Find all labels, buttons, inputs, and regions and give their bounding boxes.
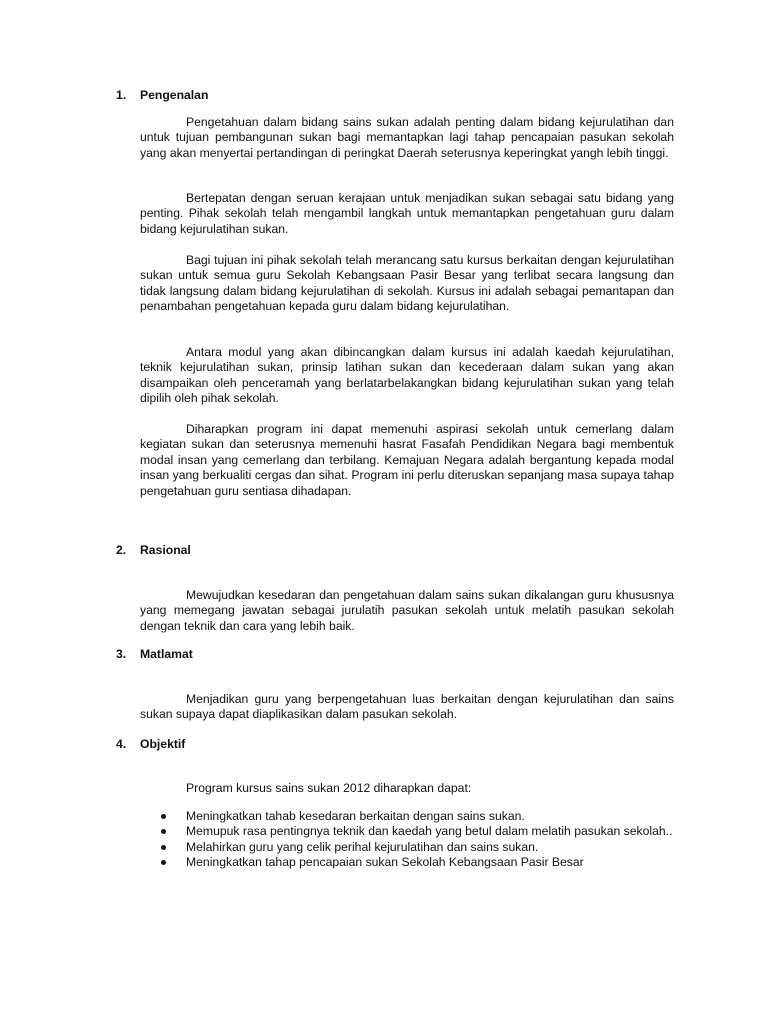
bullet-icon [161, 860, 166, 865]
paragraph: Diharapkan program ini dapat memenuhi aspirasi sekolah untuk cemerlang dalam kegiatan sukan dan seterusnya memenuhi hasrat Fasafah Pendidikan Negara bagi membentuk modal insan yang cemerlang dan terbilang. Kemajuan Negara adalah bergantung kepada modal insan yang berkualiti cergas dan sihat. Program ini perlu diteruskan sepanjang masa supaya tahap pengetahuan guru sentiasa dihadapan. [140, 422, 674, 498]
list-item-text: Meningkatkan tahab kesedaran berkaitan dengan sains sukan. [186, 809, 525, 823]
bullet-icon [161, 814, 166, 819]
list-item [140, 840, 674, 855]
section-number: 4. [116, 737, 127, 751]
list-item-text: Meningkatkan tahap pencapaian sukan Sekolah Kebangsaan Pasir Besar [186, 855, 584, 870]
paragraph: Pengetahuan dalam bidang sains sukan adalah penting dalam bidang kejurulatihan dan untuk tujuan pembangunan sukan bagi memantapkan lagi tahap pencapaian pasukan sekolah yang akan menyertai pertandingan di peringkat Daerah seterusnya keperingkat yangh lebih tinggi. [140, 115, 674, 160]
bullet-icon [161, 829, 166, 834]
list-item-text: Memupuk rasa pentingnya teknik dan kaedah yang betul dalam melatih pasukan sekolah.. [186, 824, 673, 839]
section-heading-objektif [116, 737, 185, 752]
objective-intro: Program kursus sains sukan 2012 diharapkan dapat: [186, 781, 472, 795]
section-heading-pengenalan [116, 88, 208, 103]
section-title: Rasional [140, 543, 191, 557]
list-item-text: Melahirkan guru yang celik perihal kejurulatihan dan sains sukan. [186, 839, 539, 854]
paragraph: Mewujudkan kesedaran dan pengetahuan dalam sains sukan dikalangan guru khususnya yang memegang jawatan sebagai jurulatih pasukan sekolah untuk melatih pasukan sekolah dengan teknik dan cara yang lebih baik. [140, 588, 674, 633]
section-number: 2. [116, 543, 127, 557]
list-item [140, 809, 674, 824]
objective-list [140, 809, 674, 871]
paragraph: Antara modul yang akan dibincangkan dalam kursus ini adalah kaedah kejurulatihan, teknik kejurulatihan sukan, prinsip latihan sukan dan kecederaan dalam sukan yang akan disampaikan oleh penceramah yang berlatarbelakangkan bidang kejurulatihan sukan yang telah dipilih oleh pihak sekolah. [140, 345, 674, 406]
section-number: 1. [116, 88, 127, 102]
section-title: Objektif [140, 737, 186, 751]
section-title: Matlamat [140, 647, 193, 661]
paragraph: Bagi tujuan ini pihak sekolah telah merancang satu kursus berkaitan dengan kejurulatihan sukan untuk semua guru Sekolah Kebangsaan Pasir Besar yang terlibat secara langsung dan tidak langsung dalam bidang kejurulatihan di sekolah. Kursus ini adalah sebagai pemantapan dan penambahan pengetahuan kepada guru dalam bidang kejurulatihan. [140, 253, 674, 314]
paragraph: Menjadikan guru yang berpengetahuan luas berkaitan dengan kejurulatihan dan sains sukan supaya dapat diaplikasikan dalam pasukan sekolah. [140, 692, 674, 722]
section-title: Pengenalan [140, 88, 209, 102]
section-heading-rasional [116, 543, 191, 558]
section-number: 3. [116, 647, 127, 661]
list-item [140, 855, 674, 870]
paragraph: Bertepatan dengan seruan kerajaan untuk menjadikan sukan sebagai satu bidang yang penting. Pihak sekolah telah mengambil langkah untuk memantapkan pengetahuan guru dalam bidang kejurulatihan sukan. [140, 191, 674, 236]
list-item [140, 824, 674, 839]
section-heading-matlamat [116, 647, 193, 662]
bullet-icon [161, 845, 166, 850]
